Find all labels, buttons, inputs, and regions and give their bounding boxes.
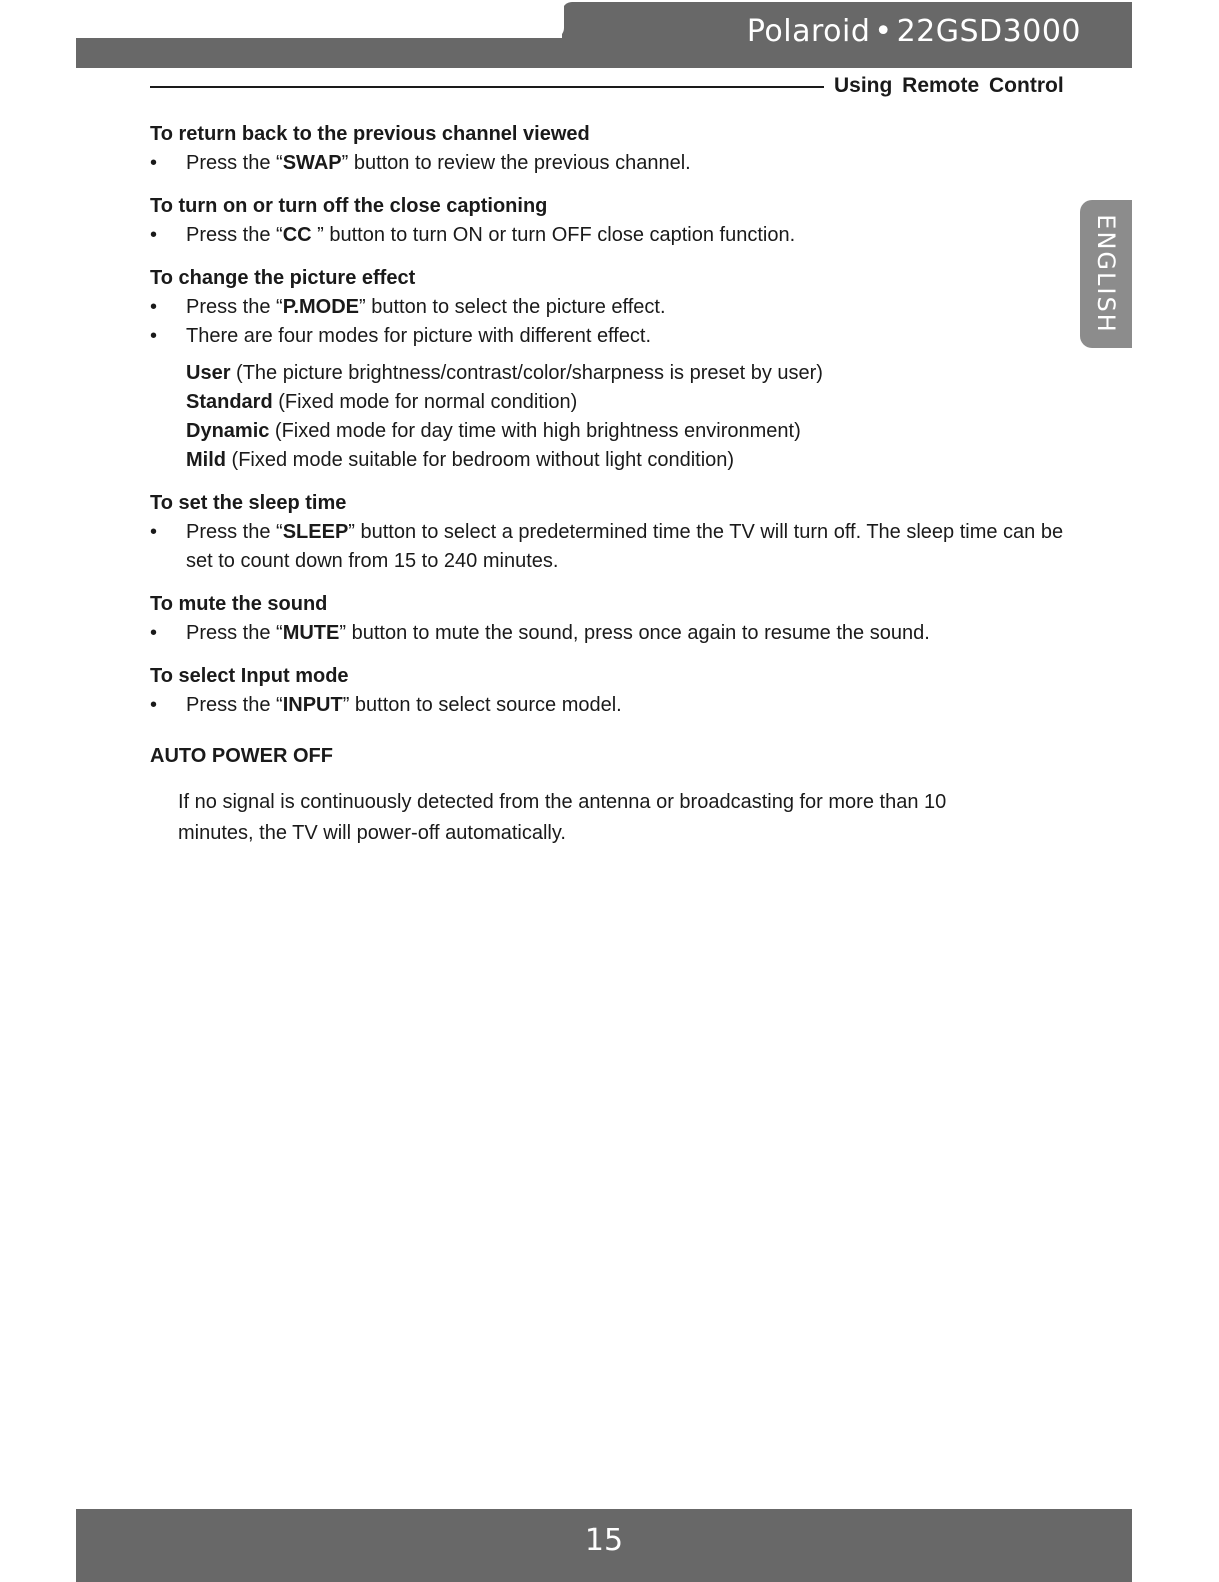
bullet-item: • Press the “INPUT” button to select source model. bbox=[150, 691, 1090, 720]
auto-power-off-text: If no signal is continuously detected from the antenna or broadcasting for more than 10 minutes, the TV will power-off automatically. bbox=[178, 791, 947, 844]
bullet-item: • Press the “SLEEP” button to select a predetermined time the TV will turn off. The sleep time can be set to count down from 15 to 240 minutes. bbox=[150, 518, 1090, 576]
button-key-name: INPUT bbox=[282, 694, 343, 716]
language-label: ENGLISH bbox=[1092, 214, 1120, 334]
section-rule bbox=[150, 86, 824, 88]
section-heading: To return back to the previous channel viewed bbox=[150, 123, 590, 145]
button-key-name: SWAP bbox=[282, 152, 342, 174]
bullet-item: • Press the “MUTE” button to mute the sound, press once again to resume the sound. bbox=[150, 619, 1090, 648]
button-key-name: MUTE bbox=[282, 622, 340, 644]
bullet-item: • Press the “CC ” button to turn ON or turn OFF close caption function. bbox=[150, 221, 1090, 250]
section-heading: To mute the sound bbox=[150, 593, 328, 615]
picture-mode-list bbox=[150, 359, 1090, 475]
section-sleep bbox=[150, 489, 1090, 576]
bullet-item: • There are four modes for picture with different effect. bbox=[150, 322, 1090, 351]
mode-item: Standard (Fixed mode for normal condition) bbox=[186, 391, 578, 413]
brand-title bbox=[747, 14, 1081, 49]
mode-item: Dynamic (Fixed mode for day time with high brightness environment) bbox=[186, 420, 801, 442]
section-mute bbox=[150, 590, 1090, 648]
brand-separator: • bbox=[874, 14, 893, 49]
section-pmode bbox=[150, 264, 1090, 475]
button-key-name: P.MODE bbox=[282, 296, 360, 318]
section-input bbox=[150, 662, 1090, 720]
button-key-name: CC bbox=[282, 224, 312, 246]
bullet-item: • Press the “P.MODE” button to select the picture effect. bbox=[150, 293, 1090, 322]
footer-bar bbox=[76, 1509, 1132, 1582]
button-key-name: SLEEP bbox=[282, 521, 349, 543]
mode-item: Mild (Fixed mode suitable for bedroom without light condition) bbox=[186, 449, 735, 471]
section-swap bbox=[150, 120, 1090, 178]
section-heading: To set the sleep time bbox=[150, 492, 347, 514]
main-content bbox=[150, 120, 1090, 849]
section-heading: To select Input mode bbox=[150, 665, 349, 687]
section-cc bbox=[150, 192, 1090, 250]
auto-power-off-heading: AUTO POWER OFF bbox=[150, 745, 333, 767]
mode-item: User (The picture brightness/contrast/color/sharpness is preset by user) bbox=[186, 362, 823, 384]
brand-name: Polaroid bbox=[746, 14, 871, 49]
header-notch bbox=[76, 2, 564, 38]
model-number: 22GSD3000 bbox=[896, 14, 1081, 49]
section-title: Using Remote Control bbox=[834, 74, 1064, 97]
section-heading: To change the picture effect bbox=[150, 267, 416, 289]
bullet-item: • Press the “SWAP” button to review the previous channel. bbox=[150, 149, 1090, 178]
page-number: 15 bbox=[584, 1523, 624, 1558]
section-heading: To turn on or turn off the close captioning bbox=[150, 195, 548, 217]
